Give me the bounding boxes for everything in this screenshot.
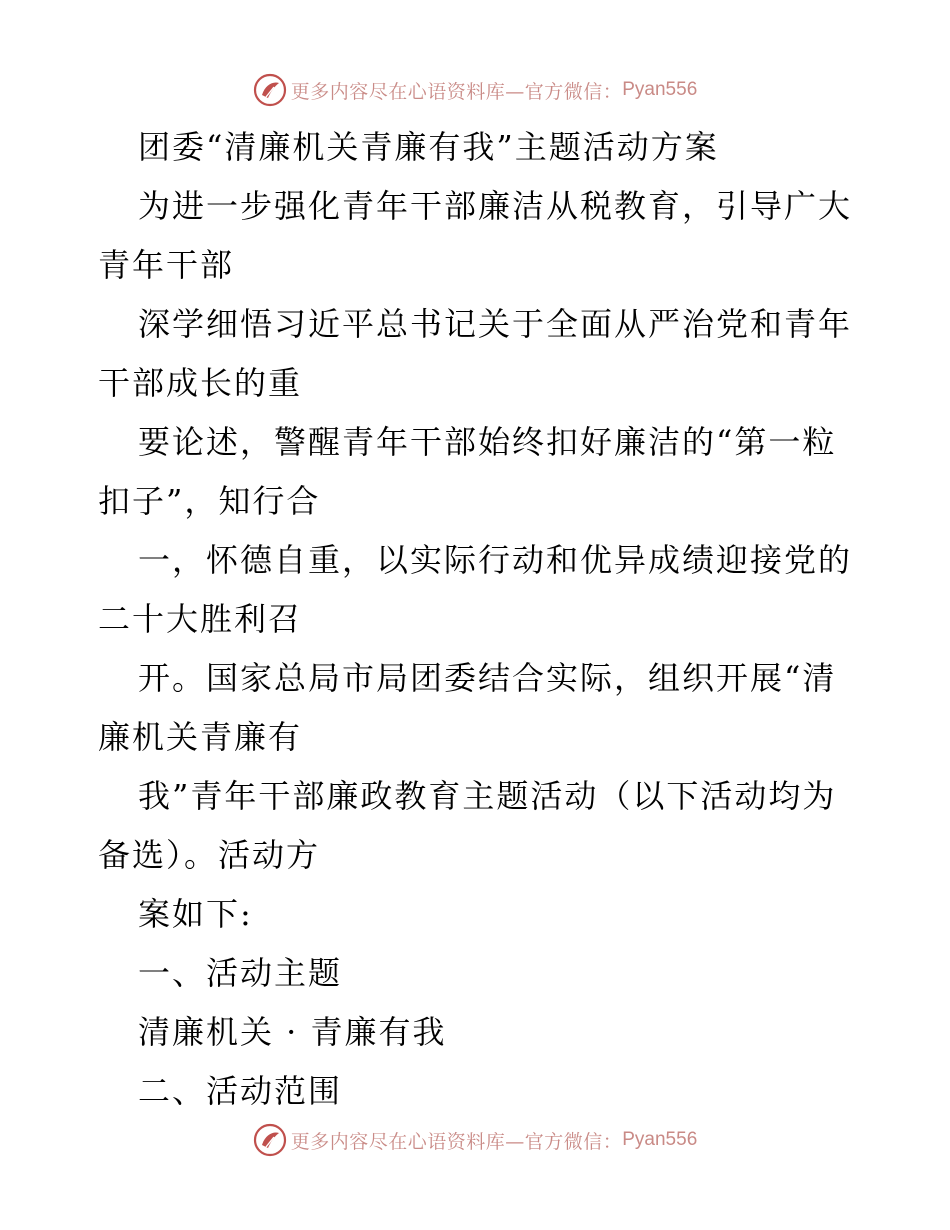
doc-line-wrap: 廉机关青廉有: [98, 718, 303, 756]
brand-logo-icon: [253, 73, 287, 107]
doc-line: 一、活动主题: [138, 954, 343, 992]
paragraph: [98, 649, 854, 767]
watermark-text: 更多内容尽在心语资料库—官方微信：: [290, 80, 623, 103]
doc-line: 清廉机关 · 青廉有我: [138, 1013, 447, 1051]
header-watermark: [0, 72, 950, 108]
doc-line: 二、活动范围: [138, 1072, 343, 1110]
watermark-id: Pyan556: [622, 79, 698, 100]
brand-logo-icon: [253, 1123, 287, 1157]
section-heading: [98, 944, 854, 1003]
doc-line-wrap: 扣子”，知行合: [98, 482, 321, 520]
watermark-text: 更多内容尽在心语资料库—官方微信：: [290, 1130, 623, 1153]
paragraph: [98, 531, 854, 649]
paragraph: [98, 295, 854, 413]
doc-line: 要论述，警醒青年干部始终扣好廉洁的“第一粒: [138, 423, 837, 461]
paragraph: [98, 767, 854, 885]
doc-line-wrap: 干部成长的重: [98, 364, 303, 402]
document-body: [98, 118, 854, 1121]
doc-line: 为进一步强化青年干部廉洁从税教育，引导广大: [138, 187, 853, 225]
footer-watermark: [0, 1122, 950, 1158]
doc-title: [98, 118, 854, 177]
section-heading: [98, 1062, 854, 1121]
doc-line-wrap: 二十大胜利召: [98, 600, 303, 638]
doc-line: 案如下:: [138, 895, 253, 933]
paragraph: [98, 885, 854, 944]
paragraph: [98, 1003, 854, 1062]
paragraph: [98, 177, 854, 295]
doc-line-wrap: 青年干部: [98, 246, 235, 284]
doc-line: 一，怀德自重，以实际行动和优异成绩迎接党的: [138, 541, 853, 579]
doc-line: 我”青年干部廉政教育主题活动（以下活动均为: [138, 777, 837, 815]
doc-line: 开。国家总局市局团委结合实际，组织开展“清: [138, 659, 837, 697]
doc-line: 深学细悟习近平总书记关于全面从严治党和青年: [138, 305, 853, 343]
doc-line-wrap: 备选）。活动方: [98, 836, 321, 874]
paragraph: [98, 413, 854, 531]
doc-line: 团委“清廉机关青廉有我”主题活动方案: [138, 128, 719, 166]
watermark-id: Pyan556: [622, 1129, 698, 1150]
